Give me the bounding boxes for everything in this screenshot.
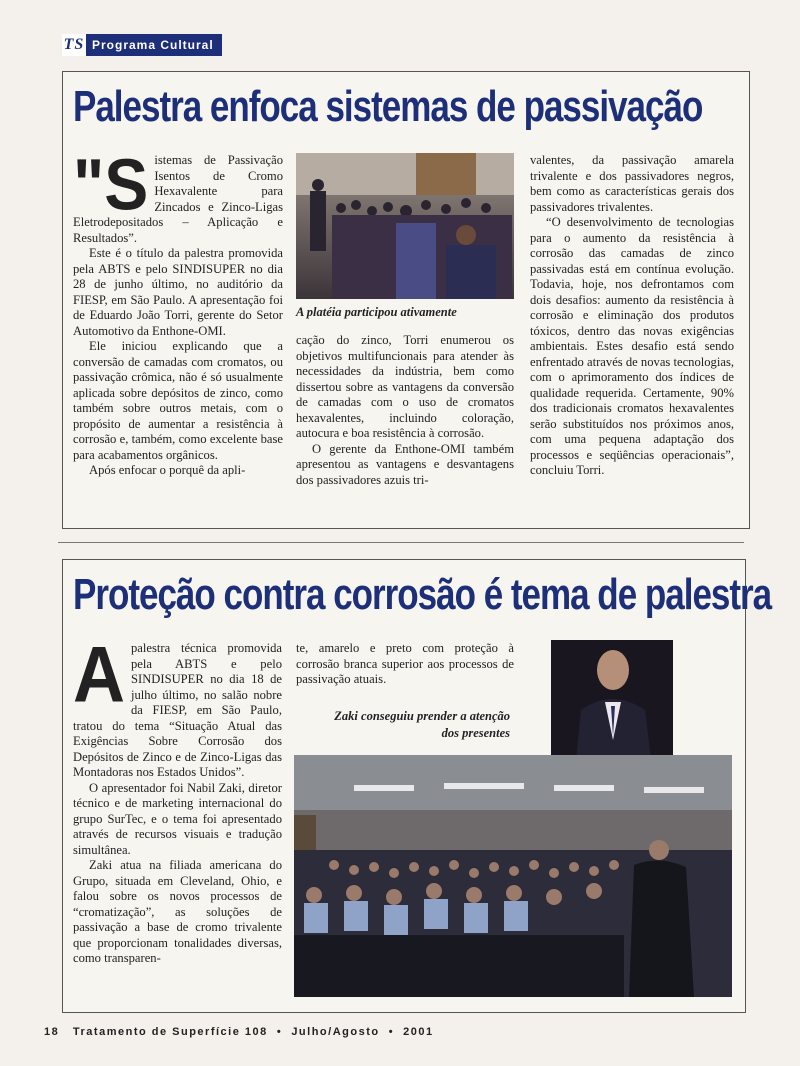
magazine-logo: TS: [62, 34, 86, 56]
paragraph: Zaki atua na filiada americana do Grupo, situada em Cleveland, Ohio, e falou sobre os novos processos de “cromatização”, as soluções de passivação a base de cromo trivalente que proporcionam tonalidades diversas, como transparen-: [73, 858, 282, 965]
article-2-lead: palestra técnica promovida pela ABTS e pelo SINDISUPER no dia 18 de julho último, no salão nobre da FIESP, em São Paulo, tratou do tema “Situação Atual das Exigências Sobre Corrosão dos Depósitos de Zinco e de Zinco-Ligas das Montadoras nos Estados Unidos”.: [73, 641, 282, 779]
paragraph: Ele iniciou explicando que a conversão de camadas com cromatos, ou passivação crômica, não é só usualmente aplicada sobre depósitos de zinco, como também sobre outros metais, com o propósito de aumentar a resistência à corrosão e, também, como excelente base para acabamentos orgânicos.: [73, 339, 283, 462]
page-footer: 18 Tratamento de Superfície 108 • Julho/Agosto • 2001: [44, 1026, 434, 1038]
section-divider: [58, 542, 744, 543]
article-1-dropcap: "S: [73, 143, 149, 225]
article-1-photo-caption: A platéia participou ativamente: [296, 305, 457, 319]
paragraph: Após enfocar o porquê da apli-: [89, 463, 246, 477]
article-2-photo-caption: Zaki conseguiu prender a atenção dos presentes: [334, 709, 510, 740]
article-1-title: Palestra enfoca sistemas de passivação: [73, 82, 703, 131]
paragraph: valentes, da passivação amarela trivalente e dos passivadores negros, bem como as características gerais dos passivadores trivalentes.: [530, 153, 734, 214]
paragraph: Este é o título da palestra promovida pela ABTS e pelo SINDISUPER no dia 28 de junho último, no auditório da FIESP, em São Paulo. A apresentação foi de Eduardo João Torri, gerente do Setor Automotivo da Enthone-OMI.: [73, 246, 283, 338]
article-1-column-3: [530, 153, 734, 479]
article-1-lead: istemas de Passivação Isentos de Cromo Hexavalente para Zincados e Zinco-Ligas Eletrodepositados – Aplicação e Resultados”.: [73, 153, 283, 245]
paragraph: cação do zinco, Torri enumerou os objetivos multifuncionais para atender às necessidades da indústria, bem como dissertou sobre as vantagens da conversão de camadas com o uso de cromatos hexavalentes, incluindo coloração, autocura e boa resistência à corrosão.: [296, 333, 514, 440]
paragraph: “O desenvolvimento de tecnologias para o aumento da resistência à corrosão das camadas de zinco passivadas está em contínua evolução. Todavia, hoje, nos defrontamos com dois desafios: aumento da resistência à corrosão e eliminação dos produtos tóxicos, dentro das novas exigências ambientais. Estes desafio está sendo enfrentado através de novas tecnologias, com o aprimoramento dos índices de qualidade requerida. Certamente, 90% dos tradicionais cromatos hexavalentes serão substituídos nos próximos anos, com uma pequena adaptação dos processos e seqüências operacionais”, concluiu Torri.: [530, 215, 734, 477]
article-1-column-1: [73, 143, 283, 479]
article-2-column-2: [296, 641, 514, 688]
article-2-column-1: [73, 631, 282, 967]
article-2-dropcap: A: [73, 631, 125, 719]
auditorium-photo: [294, 755, 732, 997]
section-header: [62, 34, 222, 56]
paragraph: te, amarelo e preto com proteção à corrosão branca superior aos processos de passivação atuais.: [296, 641, 514, 686]
paragraph: O apresentador foi Nabil Zaki, diretor técnico e de marketing internacional do grupo SurTec, e o tema foi apresentado através de recursos visuais e tradução simultânea.: [73, 780, 282, 857]
paragraph: O gerente da Enthone-OMI também apresentou as vantagens e desvantagens dos passivadores azuis tri-: [296, 441, 514, 487]
audience-photo: [296, 153, 514, 299]
article-2-title: Proteção contra corrosão é tema de palestra: [73, 570, 772, 619]
section-label: Programa Cultural: [92, 38, 214, 52]
article-1-column-2: [296, 333, 514, 488]
